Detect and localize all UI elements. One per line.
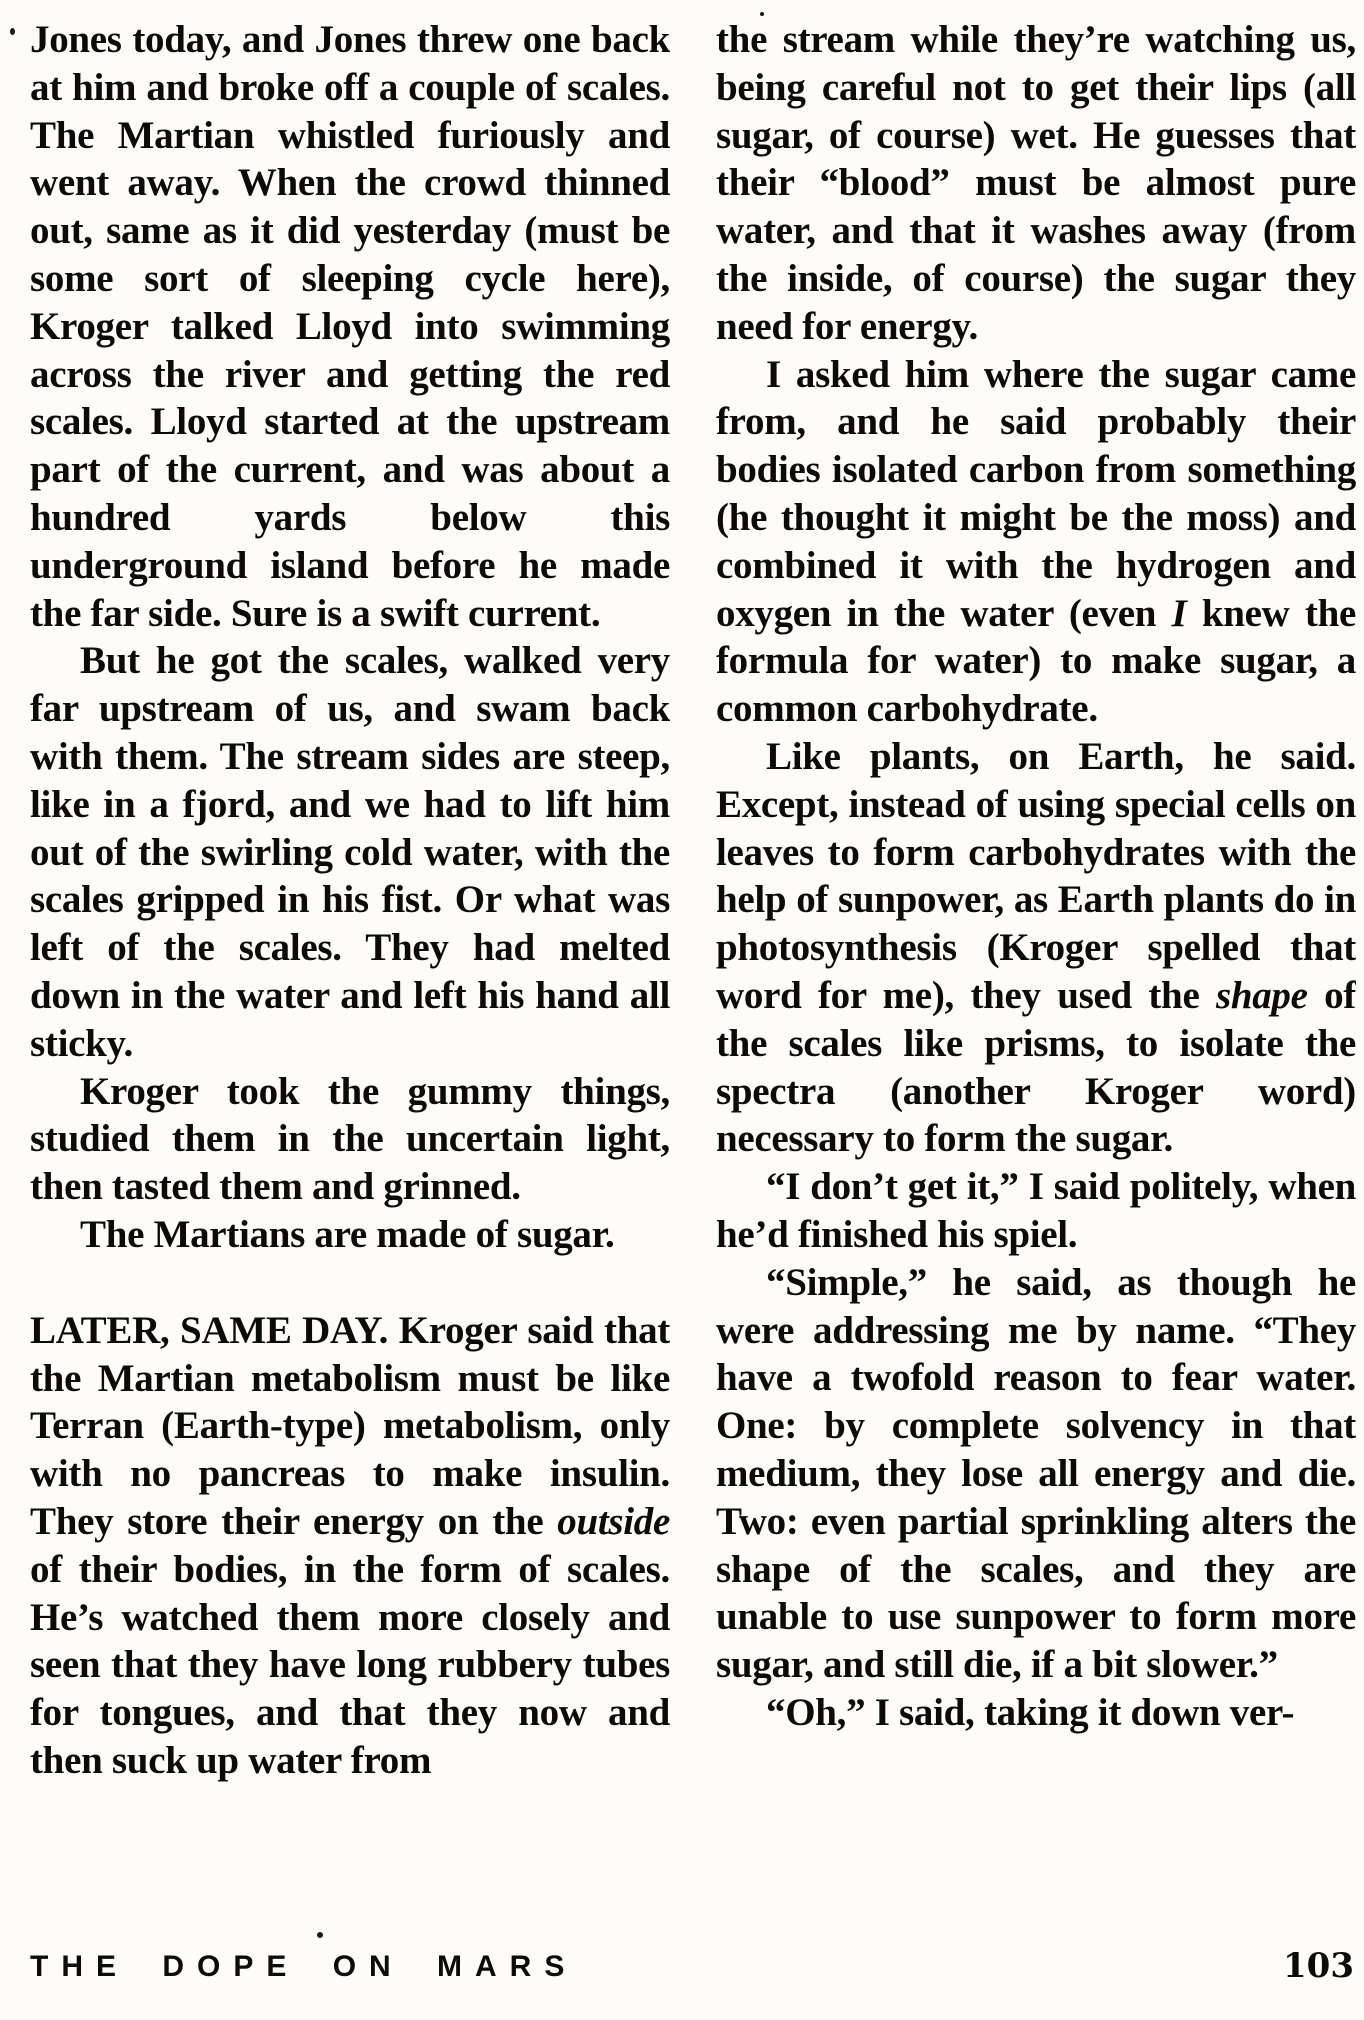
paragraph [30,1211,670,1259]
scan-speck [317,1932,323,1938]
paragraph [30,1068,670,1211]
running-title: THE DOPE ON MARS [30,1950,578,1983]
text-run: of the scales like prisms, to isolate the spectra (another Kroger word) necessary to form the sugar. [716,973,1356,1161]
text-run: The Martians are made of sugar. [80,1212,615,1256]
text-run: of their bodies, in the form of scales. He’s watched them more closely and seen that they have long rubbery tubes for tongues, and that they now and then suck up water from [30,1547,670,1782]
page-number: 103 [1283,1946,1354,1986]
text-run: “Oh,” I said, taking it down ver- [766,1690,1295,1734]
paragraph [716,1259,1356,1689]
text-run: “Simple,” he said, as though he were addressing me by name. “They have a twofold reason to fear water. One: by complete solvency in that medium, they lose all energy and die. Two: even partial sprinkling alters the shape of the scales, and they are unable to use sunpower to form more sugar, and still die, if a bit slower.” [716,1260,1356,1687]
scan-speck [760,12,764,16]
scan-speck [10,28,15,35]
text-column-right [716,16,1356,1946]
paragraph [716,16,1356,351]
text-run: But he got the scales, walked very far upstream of us, and swam back with them. The stream sides are steep, like in a fjord, and we had to lift him out of the swirling cold water, with the scales gripped in his fist. Or what was left of the scales. They had melted down in the water and left his hand all sticky. [30,639,670,1065]
italic-text-run: I [1171,591,1187,635]
paragraph [30,16,670,637]
italic-text-run: shape [1215,973,1308,1017]
paragraph [30,637,670,1067]
text-column-left [30,16,670,1946]
paragraph [716,1163,1356,1259]
paragraph [716,351,1356,733]
text-run: Kroger took the gummy things, studied them in the uncertain light, then tasted them and grinned. [30,1069,670,1209]
text-run: “I don’t get it,” I said politely, when he’d finished his spiel. [716,1165,1356,1256]
text-run: I asked him where the sugar came from, and he said probably their bodies isolated carbon from something (he thought it might be the moss) and combined it with the hydrogen and oxygen in the water (even [716,352,1356,635]
italic-text-run: outside [557,1499,670,1543]
paragraph [716,1689,1356,1737]
paragraph [716,733,1356,1163]
text-run: Like plants, on Earth, he said. Except, instead of using special cells on leaves to form carbohydrates with the help of sunpower, as Earth plants do in photosynthesis (Kroger spelled that word for me), they used the [716,734,1356,1017]
text-run: LATER, SAME DAY. Kroger said that the Martian metabolism must be like Terran (Earth-type) metabolism, only with no pancreas to make insulin. They store their energy on the [30,1308,670,1543]
paragraph [30,1307,670,1785]
text-run: knew the formula for water) to make sugar, a common carbohydrate. [716,591,1356,731]
text-run: Jones today, and Jones threw one back at him and broke off a couple of scales. The Martian whistled furiously and went away. When the crowd thinned out, same as it did yesterday (must be some sort of sleeping cycle here), Kroger talked Lloyd into swimming across the river and getting the red scales. Lloyd started at the upstream part of the current, and was about a hundred yards below this underground island before he made the far side. Sure is a swift current. [30,18,670,635]
text-run: the stream while they’re watching us, being careful not to get their lips (all sugar, of course) wet. He guesses that their “blood” must be almost pure water, and that it washes away (from the inside, of course) the sugar they need for energy. [716,18,1356,348]
text-columns [30,16,1356,1946]
